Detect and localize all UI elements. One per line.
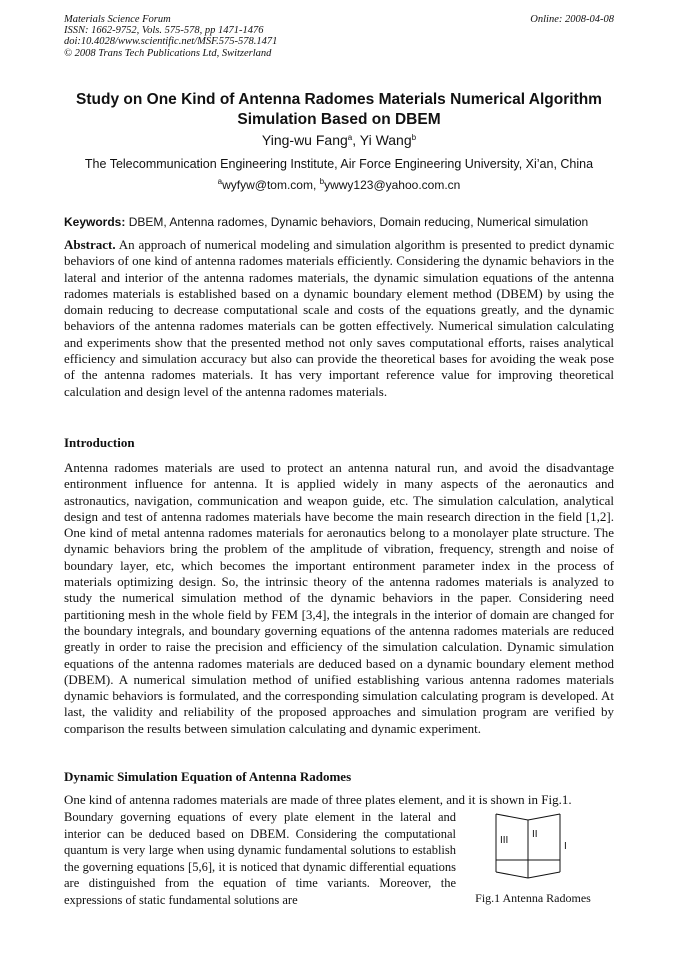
author-2: Yi Wang [359,132,412,148]
plate-label-iii: III [500,835,509,846]
email-2: ywwy123@yahoo.com.cn [324,178,461,192]
author-list [64,131,614,149]
radome-diagram [466,808,616,888]
introduction-text: Antenna radomes materials are used to protect an antenna natural run, and avoid the disadvantage entironment influence for antenna. It is applied widely in many aspects of the aeronautics and astronautics, navigation, communication and weapon guide, etc. The simulation calculation, analytical design and test of antenna radomes materials have become the main research direction in the field [1,2]. One kind of metal antenna radomes materials for aeronautics belong to a monolayer plate structure. The dynamic behaviors bring the problem of the amplitude of vibration, frequency, strength and noise of boundary layer, etc, which becomes the important entironment parameter index in the process of materials optimizing design. So, the intrinsic theory of the antenna radomes materials is analyzed to study the numerical simulation method of the dynamic behaviors in the paper. Considering need partitioning mesh in the whole field by FEM [3,4], the integrals in the interior of domain are changed for the boundary integrals, and boundary governing equations of the antenna radomes materials are reduced greatly in order to raise the precision and efficiency of the simulation calculation. Dynamic simulation equations of the antenna radomes materials are deduced based on a dynamic boundary element method (DBEM). A numerical simulation method of unified establishing various antenna radomes materials dynamic behaviors is formulated, and the corresponding simulation calculating program is developed. At last, the validity and reliability of the proposed approaches and simulation program are verified by comparison the results between simulation calculating and dynamic experiment. [64,460,614,736]
email-1: wyfyw@tom.com, [222,178,320,192]
dynamic-section-heading: Dynamic Simulation Equation of Antenna Radomes [64,769,352,784]
abstract [64,237,614,400]
copyright-line: © 2008 Trans Tech Publications Ltd, Switzerland [64,47,272,59]
plate-label-ii: II [532,829,538,840]
author-separator: , [352,132,360,148]
author-2-sup: b [411,133,417,142]
email-2-sup: b [319,177,325,186]
paper-title [64,90,614,130]
journal-name: Materials Science Forum [64,14,171,25]
right-bottom-edge [528,872,560,878]
title-line-2: Simulation Based on DBEM [237,111,441,128]
figure-caption: Fig.1 Antenna Radomes [475,891,591,905]
keywords-text: DBEM, Antenna radomes, Dynamic behaviors, Domain reducing, Numerical simulation [125,215,589,229]
keywords-label: Keywords: [64,215,126,229]
keywords [64,214,616,230]
abstract-label: Abstract. [64,237,116,252]
left-top-edge [496,814,528,820]
introduction-heading: Introduction [64,435,135,450]
dynamic-first-line: One kind of antenna radomes materials are made of three plates element, and it is shown in Fig.1. [64,792,572,807]
online-date: Online: 2008-04-08 [530,14,614,25]
author-emails [64,177,614,193]
right-top-edge [528,814,560,820]
figure-antenna-radomes [466,808,616,908]
plate-label-i: I [564,841,567,852]
email-1-sup: a [217,177,223,186]
author-1: Ying-wu Fang [261,132,348,148]
author-1-sup: a [347,133,353,142]
doi-line: doi:10.4028/www.scientific.net/MSF.575-578.1471 [64,36,278,48]
issn-line: ISSN: 1662-9752, Vols. 575-578, pp 1471-1476 [64,25,264,37]
dynamic-body-text: Boundary governing equations of every plate element in the lateral and interior can be deduced based on DBEM. Considering the computational quantum is very large when using dynamic fundamental solutions to establish the governing equations [5,6], it is noticed that dynamic differential equations are distinguished from the equation of time variants. Moreover, the expressions of static fundamental solutions are [64,810,456,907]
title-line-1: Study on One Kind of Antenna Radomes Materials Numerical Algorithm [76,91,602,108]
abstract-text: An approach of numerical modeling and simulation algorithm is presented to predict dynamic behaviors of one kind of antenna radomes materials efficiently. Considering the dynamic behaviors in the lateral and interior of the antenna radomes materials, the dynamic simulation equations of the antenna radomes materials is established based on a dynamic boundary element method (DBEM) by using the domain reducing to decrease computational scale and costs of the equations greatly, and the dynamic behaviors of the antenna radomes materials can be gotten effectively. Numerical simulation calculating and experiments show that the presented method not only saves computational efforts, raises analytical efficiency and simulation accuracy but also can provide the theoretical bases for avoiding the weak pose of the antenna radomes materials. It has very important reference value for improving theoretical calculation and design level of the antenna radomes materials. [64,237,614,399]
left-bottom-edge [496,872,528,878]
affiliation: The Telecommunication Engineering Institute, Air Force Engineering University, Xi’an, China [84,157,594,171]
journal-header [64,14,277,59]
